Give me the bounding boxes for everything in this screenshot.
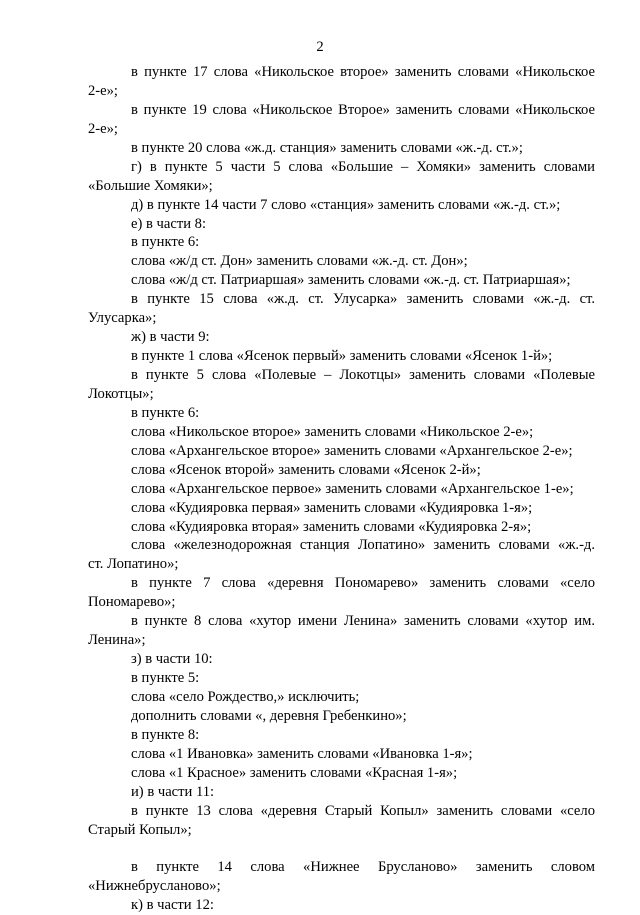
text-line: «Нижнебрусланово»; xyxy=(88,878,221,895)
text-line: «Большие Хомяки»; xyxy=(88,177,213,194)
text-line: дополнить словами «, деревня Гребенкино»; xyxy=(131,707,407,724)
text-line: в пункте 8: xyxy=(131,726,200,743)
text-line: ж) в части 9: xyxy=(131,329,210,346)
text-line: в пункте 13 слова «деревня Старый Копыл» заменить словами «село xyxy=(131,802,595,819)
text-line: ст. Лопатино»; xyxy=(88,556,179,573)
text-line: г) в пункте 5 части 5 слова «Большие – Хомяки» заменить словами xyxy=(131,158,595,175)
text-line: в пункте 6: xyxy=(131,234,200,251)
text-line: в пункте 19 слова «Никольское Второе» заменить словами «Никольское xyxy=(131,101,595,118)
text-line: 2-е»; xyxy=(88,82,118,99)
text-line: и) в части 11: xyxy=(131,783,215,800)
text-line: слова «ж/д ст. Патриаршая» заменить словами «ж.-д. ст. Патриаршая»; xyxy=(131,272,571,289)
document-body xyxy=(88,63,595,915)
text-line: 2-е»; xyxy=(88,120,118,137)
text-line: в пункте 14 слова «Нижнее Брусланово» заменить словом xyxy=(131,859,595,876)
text-line: е) в части 8: xyxy=(131,215,207,232)
text-line: в пункте 17 слова «Никольское второе» заменить словами «Никольское xyxy=(131,64,595,80)
blank-line xyxy=(88,839,595,858)
text-line: слова «Архангельское второе» заменить словами «Архангельское 2-е»; xyxy=(131,442,573,459)
text-line: в пункте 8 слова «хутор имени Ленина» заменить словами «хутор им. xyxy=(131,613,595,630)
text-line: слова «1 Красное» заменить словами «Красная 1-я»; xyxy=(131,764,458,781)
text-line: з) в части 10: xyxy=(131,651,213,668)
text-line: в пункте 15 слова «ж.д. ст. Улусарка» заменить словами «ж.-д. ст. xyxy=(131,291,595,308)
text-line: слова «железнодорожная станция Лопатино» заменить словами «ж.-д. xyxy=(131,537,595,554)
text-line: слова «Кудияровка вторая» заменить словами «Кудияровка 2-я»; xyxy=(131,518,532,535)
text-line: в пункте 5: xyxy=(131,670,200,686)
text-line: к) в части 12: xyxy=(131,897,214,914)
text-line: слова «Ясенок второй» заменить словами «Ясенок 2-й»; xyxy=(131,461,481,478)
text-line: слова «Кудияровка первая» заменить словами «Кудияровка 1-я»; xyxy=(131,499,533,516)
text-line: слова «ж/д ст. Дон» заменить словами «ж.-д. ст. Дон»; xyxy=(131,253,468,270)
text-line: Улусарка»; xyxy=(88,310,157,327)
text-line: слова «Никольское второе» заменить словами «Никольское 2-е»; xyxy=(131,423,534,440)
text-line: в пункте 1 слова «Ясенок первый» заменить словами «Ясенок 1-й»; xyxy=(131,348,553,365)
page-number: 2 xyxy=(316,39,324,55)
text-line: в пункте 5 слова «Полевые – Локотцы» заменить словами «Полевые xyxy=(131,367,595,383)
text-line: слова «село Рождество,» исключить; xyxy=(131,688,360,705)
text-line: слова «1 Ивановка» заменить словами «Ивановка 1-я»; xyxy=(131,745,473,762)
text-line: в пункте 20 слова «ж.д. станция» заменить словами «ж.-д. ст.»; xyxy=(131,139,523,156)
text-line: в пункте 6: xyxy=(131,404,200,421)
text-line: слова «Архангельское первое» заменить словами «Архангельское 1-е»; xyxy=(131,480,574,497)
text-line: Локотцы»; xyxy=(88,385,154,402)
text-line: Пономарево»; xyxy=(88,594,176,611)
text-line: Старый Копыл»; xyxy=(88,821,192,838)
text-line: в пункте 7 слова «деревня Пономарево» заменить словами «село xyxy=(131,575,595,592)
text-line: д) в пункте 14 части 7 слово «станция» заменить словами «ж.-д. ст.»; xyxy=(131,196,561,213)
text-line: Ленина»; xyxy=(88,632,146,649)
